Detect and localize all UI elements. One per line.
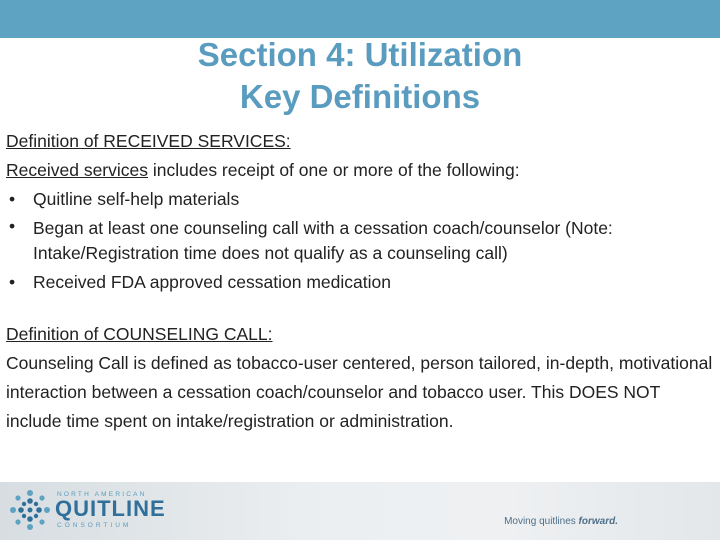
- list-item: • Received FDA approved cessation medication: [6, 268, 714, 297]
- title-line-1: Section 4: Utilization: [197, 36, 523, 73]
- list-item: • Quitline self-help materials: [6, 185, 714, 214]
- tagline-start: Moving quitlines: [504, 516, 579, 527]
- logo-text-main: QUITLINE: [55, 496, 166, 521]
- slide-body: [6, 127, 714, 436]
- slide-title: [0, 34, 720, 118]
- tagline-emphasis: forward.: [578, 516, 618, 527]
- counseling-call-heading: Definition of COUNSELING CALL:: [6, 324, 273, 344]
- footer-bar: [0, 482, 720, 540]
- logo-text-top: NORTH AMERICAN: [57, 491, 147, 498]
- received-services-list: [6, 185, 714, 297]
- received-services-intro-rest: includes receipt of one or more of the following:: [148, 160, 520, 180]
- received-services-intro: [6, 156, 714, 185]
- title-line-2: Key Definitions: [239, 78, 481, 115]
- list-item: • Began at least one counseling call with a cessation coach/counselor (Note: Intake/Registration time does not qualify as a counseling call): [6, 214, 714, 268]
- consortium-logo-icon: [8, 488, 52, 532]
- top-banner: [0, 0, 720, 38]
- received-services-term: Received services: [6, 160, 148, 180]
- footer-tagline: [504, 516, 618, 527]
- received-services-heading: Definition of RECEIVED SERVICES:: [6, 131, 291, 151]
- logo-text-bottom: CONSORTIUM: [57, 522, 132, 529]
- counseling-call-definition: Counseling Call is defined as tobacco-user centered, person tailored, in-depth, motivational interaction between a cessation coach/counselor and tobacco user. This DOES NOT include time spent on intake/registration or administration.: [6, 353, 713, 431]
